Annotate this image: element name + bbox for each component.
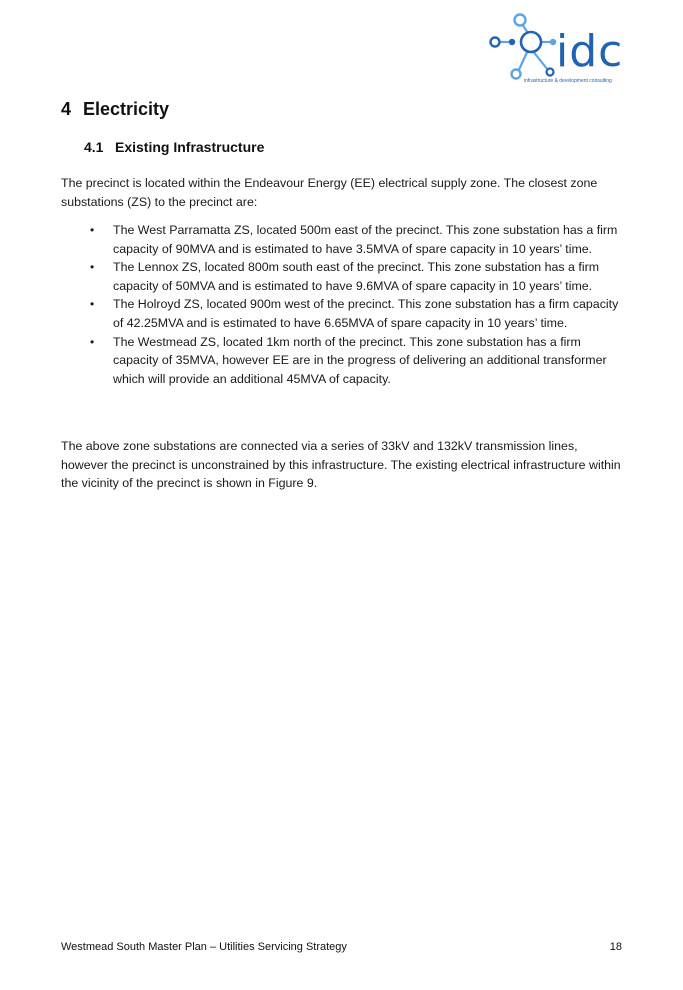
substation-list <box>61 221 626 388</box>
bullet-icon: • <box>90 223 95 237</box>
bullet-icon: • <box>90 297 95 312</box>
closing-paragraph: The above zone substations are connected via a series of 33kV and 132kV transmission lines, however the precinct is unconstrained by this infrastructure. The existing electrical infrastructure within the vicinity of the precinct is shown in Figure 9. <box>61 439 621 491</box>
list-item <box>61 258 626 295</box>
list-item-text: The Westmead ZS, located 1km north of the precinct. This zone substation has a firm capacity of 35MVA, however EE are in the progress of delivering an additional transformer which will provide an additional 45MVA of capacity. <box>113 334 607 386</box>
list-item-text: The Lennox ZS, located 800m south east of the precinct. This zone substation has a firm capacity of 50MVA and is estimated to have 9.6MVA of spare capacity in 10 years’ time. <box>113 260 600 293</box>
logo-wordmark: idc <box>556 26 624 77</box>
section-number: 4 <box>61 99 72 119</box>
page-number: 18 <box>609 941 622 953</box>
intro-paragraph: The precinct is located within the Endeavour Energy (EE) electrical supply zone. The closest zone substations (ZS) to the precinct are: <box>61 176 598 209</box>
section-title: Electricity <box>83 99 170 119</box>
list-item <box>61 221 626 258</box>
section-heading <box>61 99 169 120</box>
bullet-icon: • <box>90 334 95 349</box>
footer-title: Westmead South Master Plan – Utilities Servicing Strategy <box>61 941 347 953</box>
subsection-heading <box>84 139 264 155</box>
logo-tagline: infrastructure & development consulting <box>524 78 612 84</box>
company-logo <box>484 12 626 88</box>
subsection-number: 4.1 <box>84 139 104 155</box>
bullet-icon: • <box>90 260 95 275</box>
list-item <box>61 295 626 332</box>
list-item-text: The West Parramatta ZS, located 500m east of the precinct. This zone substation has a firm capacity of 90MVA and is estimated to have 3.5MVA of spare capacity in 10 years’ time. <box>113 223 618 256</box>
list-item <box>61 333 626 389</box>
subsection-title: Existing Infrastructure <box>115 139 265 155</box>
list-item-text: The Holroyd ZS, located 900m west of the precinct. This zone substation has a firm capacity of 42.25MVA and is estimated to have 6.65MVA of spare capacity in 10 years’ time. <box>113 297 619 330</box>
